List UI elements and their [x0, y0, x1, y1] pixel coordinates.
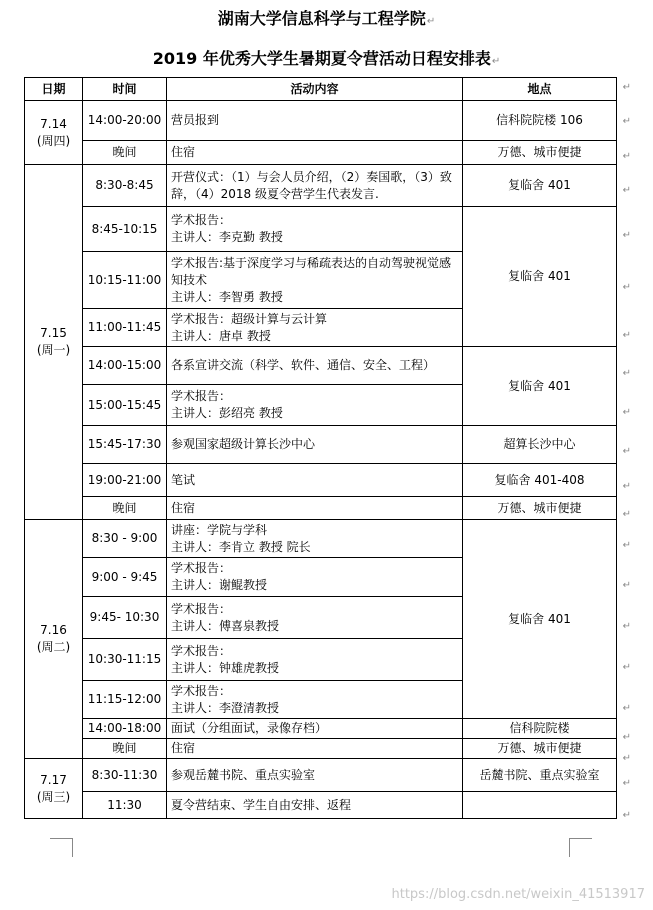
- date-cell: 7.17 (周三): [25, 759, 83, 819]
- location-cell: 万德、城市便捷: [463, 141, 617, 165]
- activity-cell: 学术报告：超级计算与云计算 主讲人：唐卓 教授: [167, 309, 463, 347]
- activity-cell: 住宿: [167, 141, 463, 165]
- paragraph-mark-icon: ↵: [622, 540, 631, 551]
- time-cell: 14:00-15:00: [83, 347, 167, 385]
- document-subtitle: 2019 年优秀大学生暑期夏令营活动日程安排表↵: [152, 49, 501, 68]
- header-time: 时间: [83, 78, 167, 101]
- table-row: [25, 464, 617, 497]
- table-row: [25, 347, 617, 385]
- paragraph-mark-icon: ↵: [622, 621, 631, 632]
- location-cell: 复临舍 401: [463, 520, 617, 719]
- table-row: [25, 207, 617, 252]
- time-cell: 19:00-21:00: [83, 464, 167, 497]
- time-cell: 晚间: [83, 739, 167, 759]
- location-cell: [463, 792, 617, 819]
- activity-cell: 讲座：学院与学科 主讲人：李肯立 教授 院长: [167, 520, 463, 558]
- table-row: [25, 792, 617, 819]
- location-cell: 复临舍 401-408: [463, 464, 617, 497]
- activity-cell: 学术报告： 主讲人：谢鲲教授: [167, 558, 463, 597]
- paragraph-mark-icon: ↵: [491, 56, 501, 67]
- crop-mark-bottom-right: [569, 838, 592, 857]
- paragraph-mark-icon: ↵: [622, 778, 631, 789]
- paragraph-mark-icon: ↵: [622, 282, 631, 293]
- activity-cell: 开营仪式：（1）与会人员介绍，（2）奏国歌，（3）致辞，（4）2018 级夏令营学生代表发言.: [167, 165, 463, 207]
- schedule-table: [24, 77, 617, 819]
- activity-cell: 参观国家超级计算长沙中心: [167, 426, 463, 464]
- table-row: [25, 165, 617, 207]
- paragraph-mark-icon: ↵: [622, 580, 631, 591]
- paragraph-mark-icon: ↵: [622, 753, 631, 764]
- paragraph-mark-icon: ↵: [622, 330, 631, 341]
- location-cell: 超算长沙中心: [463, 426, 617, 464]
- time-cell: 晚间: [83, 497, 167, 520]
- paragraph-mark-icon: ↵: [622, 368, 631, 379]
- time-cell: 14:00-18:00: [83, 719, 167, 739]
- paragraph-mark-icon: ↵: [622, 732, 631, 743]
- activity-cell: 学术报告： 主讲人：李澄清教授: [167, 681, 463, 719]
- header-activity: 活动内容: [167, 78, 463, 101]
- activity-cell: 学术报告： 主讲人：钟雄虎教授: [167, 639, 463, 681]
- paragraph-mark-icon: ↵: [622, 116, 631, 127]
- paragraph-mark-icon: ↵: [622, 230, 631, 241]
- time-cell: 15:45-17:30: [83, 426, 167, 464]
- table-header-row: [25, 78, 617, 101]
- time-cell: 11:15-12:00: [83, 681, 167, 719]
- date-cell: 7.15 (周一): [25, 165, 83, 520]
- document-title: 湖南大学信息科学与工程学院↵: [217, 9, 436, 28]
- paragraph-mark-icon: ↵: [622, 703, 631, 714]
- table-row: [25, 101, 617, 141]
- activity-cell: 营员报到: [167, 101, 463, 141]
- activity-cell: 笔试: [167, 464, 463, 497]
- activity-cell: 学术报告： 主讲人：李克勤 教授: [167, 207, 463, 252]
- paragraph-mark-icon: ↵: [622, 481, 631, 492]
- location-cell: 复临舍 401: [463, 165, 617, 207]
- activity-cell: 参观岳麓书院、重点实验室: [167, 759, 463, 792]
- table-row: [25, 719, 617, 739]
- paragraph-mark-icon: ↵: [622, 810, 631, 821]
- paragraph-mark-icon: ↵: [622, 446, 631, 457]
- activity-cell: 面试（分组面试，录像存档）: [167, 719, 463, 739]
- activity-cell: 学术报告： 主讲人：彭绍亮 教授: [167, 385, 463, 426]
- table-row: [25, 141, 617, 165]
- activity-cell: 学术报告:基于深度学习与稀疏表达的自动驾驶视觉感知技术 主讲人：李智勇 教授: [167, 252, 463, 309]
- location-cell: 复临舍 401: [463, 207, 617, 347]
- time-cell: 9:45- 10:30: [83, 597, 167, 639]
- activity-cell: 夏令营结束、学生自由安排、返程: [167, 792, 463, 819]
- activity-cell: 住宿: [167, 497, 463, 520]
- time-cell: 15:00-15:45: [83, 385, 167, 426]
- paragraph-mark-icon: ↵: [622, 662, 631, 673]
- paragraph-mark-icon: ↵: [622, 509, 631, 520]
- location-cell: 岳麓书院、重点实验室: [463, 759, 617, 792]
- crop-mark-bottom-left: [50, 838, 73, 857]
- table-row: [25, 759, 617, 792]
- paragraph-mark-icon: ↵: [426, 16, 436, 27]
- time-cell: 10:30-11:15: [83, 639, 167, 681]
- time-cell: 11:30: [83, 792, 167, 819]
- table-row: [25, 739, 617, 759]
- location-cell: 万德、城市便捷: [463, 497, 617, 520]
- time-cell: 8:45-10:15: [83, 207, 167, 252]
- time-cell: 11:00-11:45: [83, 309, 167, 347]
- paragraph-mark-icon: ↵: [622, 151, 631, 162]
- location-cell: 信科院院楼: [463, 719, 617, 739]
- activity-cell: 学术报告： 主讲人：傅喜泉教授: [167, 597, 463, 639]
- location-cell: 信科院院楼 106: [463, 101, 617, 141]
- date-cell: 7.16 (周二): [25, 520, 83, 759]
- date-cell: 7.14 (周四): [25, 101, 83, 165]
- table-row: [25, 497, 617, 520]
- paragraph-mark-icon: ↵: [622, 407, 631, 418]
- paragraph-mark-icon: ↵: [622, 185, 631, 196]
- time-cell: 晚间: [83, 141, 167, 165]
- time-cell: 14:00-20:00: [83, 101, 167, 141]
- table-row: [25, 426, 617, 464]
- location-cell: 复临舍 401: [463, 347, 617, 426]
- time-cell: 8:30-11:30: [83, 759, 167, 792]
- time-cell: 9:00 - 9:45: [83, 558, 167, 597]
- header-location: 地点: [463, 78, 617, 101]
- paragraph-mark-icon: ↵: [622, 82, 631, 93]
- watermark: https://blog.csdn.net/weixin_41513917: [391, 887, 645, 902]
- time-cell: 8:30 - 9:00: [83, 520, 167, 558]
- activity-cell: 各系宣讲交流（科学、软件、通信、安全、工程）: [167, 347, 463, 385]
- table-row: [25, 520, 617, 558]
- time-cell: 8:30-8:45: [83, 165, 167, 207]
- time-cell: 10:15-11:00: [83, 252, 167, 309]
- activity-cell: 住宿: [167, 739, 463, 759]
- header-date: 日期: [25, 78, 83, 101]
- location-cell: 万德、城市便捷: [463, 739, 617, 759]
